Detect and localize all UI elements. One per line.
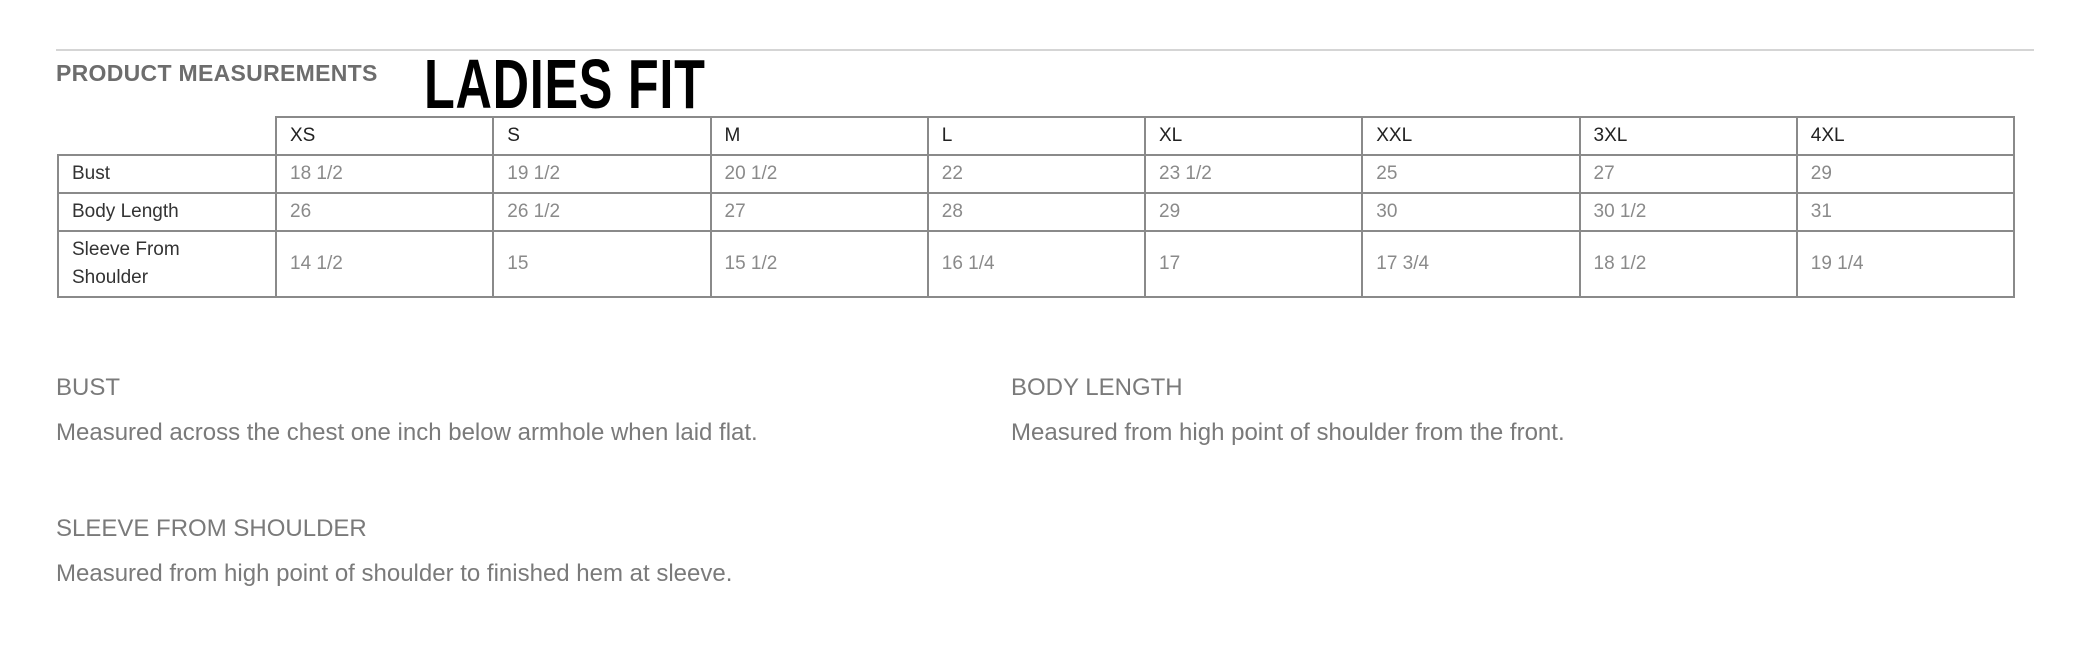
table-cell: 27 bbox=[1580, 155, 1797, 193]
section-heading: PRODUCT MEASUREMENTS bbox=[56, 60, 378, 86]
table-cell: 17 bbox=[1145, 231, 1362, 297]
size-header: S bbox=[493, 117, 710, 155]
table-cell: 27 bbox=[711, 193, 928, 231]
definition-title: BODY LENGTH bbox=[1011, 374, 1183, 401]
table-cell: 15 1/2 bbox=[711, 231, 928, 297]
table-cell: 18 1/2 bbox=[276, 155, 493, 193]
table-cell: 31 bbox=[1797, 193, 2014, 231]
table-row bbox=[58, 231, 2014, 297]
size-header: 4XL bbox=[1797, 117, 2014, 155]
table-row bbox=[58, 155, 2014, 193]
table-cell: 26 1/2 bbox=[493, 193, 710, 231]
definition-title: SLEEVE FROM SHOULDER bbox=[56, 515, 367, 542]
table-cell: 30 1/2 bbox=[1580, 193, 1797, 231]
size-header: XXL bbox=[1362, 117, 1579, 155]
measurements-table bbox=[57, 116, 2015, 298]
definition-text: Measured from high point of shoulder to finished hem at sleeve. bbox=[56, 560, 733, 587]
table-cell: 22 bbox=[928, 155, 1145, 193]
table-cell: 23 1/2 bbox=[1145, 155, 1362, 193]
table-cell: 14 1/2 bbox=[276, 231, 493, 297]
fit-title: LADIES FIT bbox=[424, 45, 706, 123]
table-cell: 25 bbox=[1362, 155, 1579, 193]
table-cell: 29 bbox=[1797, 155, 2014, 193]
table-cell: 20 1/2 bbox=[711, 155, 928, 193]
table-cell: 17 3/4 bbox=[1362, 231, 1579, 297]
table-cell: 19 1/4 bbox=[1797, 231, 2014, 297]
size-header: 3XL bbox=[1580, 117, 1797, 155]
definition-body-length bbox=[1011, 374, 1911, 447]
size-header: M bbox=[711, 117, 928, 155]
top-divider bbox=[56, 49, 2034, 51]
definition-bust bbox=[56, 374, 956, 447]
table-cell: 15 bbox=[493, 231, 710, 297]
table-cell: 18 1/2 bbox=[1580, 231, 1797, 297]
size-header: XL bbox=[1145, 117, 1362, 155]
size-header: XS bbox=[276, 117, 493, 155]
table-cell: 30 bbox=[1362, 193, 1579, 231]
row-label bbox=[58, 231, 276, 297]
row-label-line: Shoulder bbox=[72, 267, 149, 288]
size-header: L bbox=[928, 117, 1145, 155]
definition-text: Measured across the chest one inch below armhole when laid flat. bbox=[56, 419, 758, 446]
table-row bbox=[58, 193, 2014, 231]
table-cell: 28 bbox=[928, 193, 1145, 231]
table-cell: 19 1/2 bbox=[493, 155, 710, 193]
row-label: Bust bbox=[58, 155, 276, 193]
row-label: Body Length bbox=[58, 193, 276, 231]
table-cell: 29 bbox=[1145, 193, 1362, 231]
definition-sleeve bbox=[56, 515, 956, 588]
row-label-line: Sleeve From bbox=[72, 239, 180, 260]
definition-title: BUST bbox=[56, 374, 121, 401]
header-corner bbox=[58, 117, 276, 155]
definition-text: Measured from high point of shoulder from the front. bbox=[1011, 419, 1565, 446]
table-cell: 16 1/4 bbox=[928, 231, 1145, 297]
table-header-row bbox=[58, 117, 2014, 155]
table-cell: 26 bbox=[276, 193, 493, 231]
